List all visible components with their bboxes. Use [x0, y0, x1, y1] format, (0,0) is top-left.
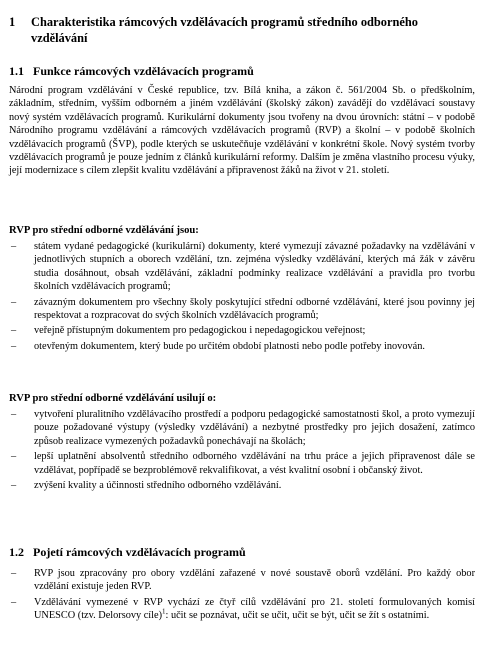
section-heading-1-1	[9, 64, 254, 79]
chapter-heading	[9, 14, 474, 46]
list-item: – zvýšení kvality a účinnosti středního odborného vzdělávání.	[11, 480, 282, 492]
list-item: – vytvoření pluralitního vzdělávacího prostředí a podporu pedagogické samostatnosti škol, a proto vymezují pouze požadované výstupy (výsledky vzdělávání) a nezbytné prostředky pro jejich dosažení, zatímco způsob realizace vymezených požadavků ponechávají na školách;	[11, 409, 475, 447]
list-item: – otevřeným dokumentem, který bude po určitém období platnosti nebo podle potřeby inovován.	[11, 340, 425, 352]
concept-list	[9, 567, 475, 625]
rvp-are-list	[9, 240, 475, 355]
section-number: 1.2	[9, 545, 24, 559]
section-title: Funkce rámcových vzdělávacích programů	[33, 64, 254, 78]
list-item: – veřejně přístupným dokumentem pro pedagogickou i nepedagogickou veřejnost;	[11, 325, 366, 337]
section-heading-1-2	[9, 545, 246, 560]
list-item: – státem vydané pedagogické (kurikulární) dokumenty, které vymezují závazné požadavky na vzdělávání v jednotlivých stupních a oborech vzdělání, tzn. zejména výsledky vzdělávání, kterých má žák v závěru studia dosáhnout, obsah vzdělávání, základní podmínky realizace vzdělávání a pravidla pro tvorbu školních vzdělávacích programů;	[11, 241, 475, 293]
intro-paragraph: Národní program vzdělávání v České republice, tzv. Bílá kniha, a zákon č. 561/2004 Sb. o předškolním, základním, středním, vyšším odborném a jiném vzdělávání (školský zákon) zavádějí do vzdělávací soustavy nový systém vzdělávacích programů. Kurikulární dokumenty jsou tvořeny na dvou úrovních: státní – v podobě Národního programu vzdělávání a rámcových vzdělávacích programů (RVP) a školní – v podobě školních vzdělávacích programů (ŠVP), podle kterých se uskutečňuje vzdělávání v konkrétní škole. Nový systém tvorby vzdělávacích programů je pouze jedním z článků kurikulární reformy. Dalším je změna vlastního procesu výuky, její modernizace s cílem zlepšit kvalitu vzdělávání a připravenost žáků na život v 21. století.	[9, 85, 475, 177]
section-title: Pojetí rámcových vzdělávacích programů	[33, 545, 246, 559]
list-item: – závazným dokumentem pro všechny školy poskytující střední odborné vzdělávání, které jsou povinny jej respektovat a rozpracovat do svých školních vzdělávacích programů;	[11, 296, 475, 322]
chapter-title: Charakteristika rámcových vzdělávacích programů středního odborného vzdělávání	[31, 15, 418, 45]
list-item: – RVP jsou zpracovány pro obory vzdělání zařazené v nové soustavě oborů vzdělání. Pro každý obor vzdělání existuje jeden RVP.	[11, 568, 475, 593]
section-number: 1.1	[9, 64, 24, 78]
rvp-aim-heading: RVP pro střední odborné vzdělávání usilují o:	[9, 393, 217, 404]
chapter-number: 1	[9, 15, 16, 29]
list-item: – Vzdělávání vymezené v RVP vychází ze čtyř cílů vzdělávání pro 21. století formulovaných komisí UNESCO (tzv. Delorsovy cíle)$^1$: učit se poznávat, učit se učit, učit se být, učit se žít s ostatními.	[11, 596, 475, 622]
rvp-are-heading: RVP pro střední odborné vzdělávání jsou:	[9, 225, 199, 236]
list-item: – lepší uplatnění absolventů středního odborného vzdělávání na trhu práce a jejich připravenost dále se vzdělávat, popřípadě se bezproblémově rekvalifikovat, a vést kvalitní osobní i občanský život.	[11, 451, 475, 476]
rvp-aim-list	[9, 408, 475, 494]
footnote-ref: 1	[162, 607, 166, 616]
